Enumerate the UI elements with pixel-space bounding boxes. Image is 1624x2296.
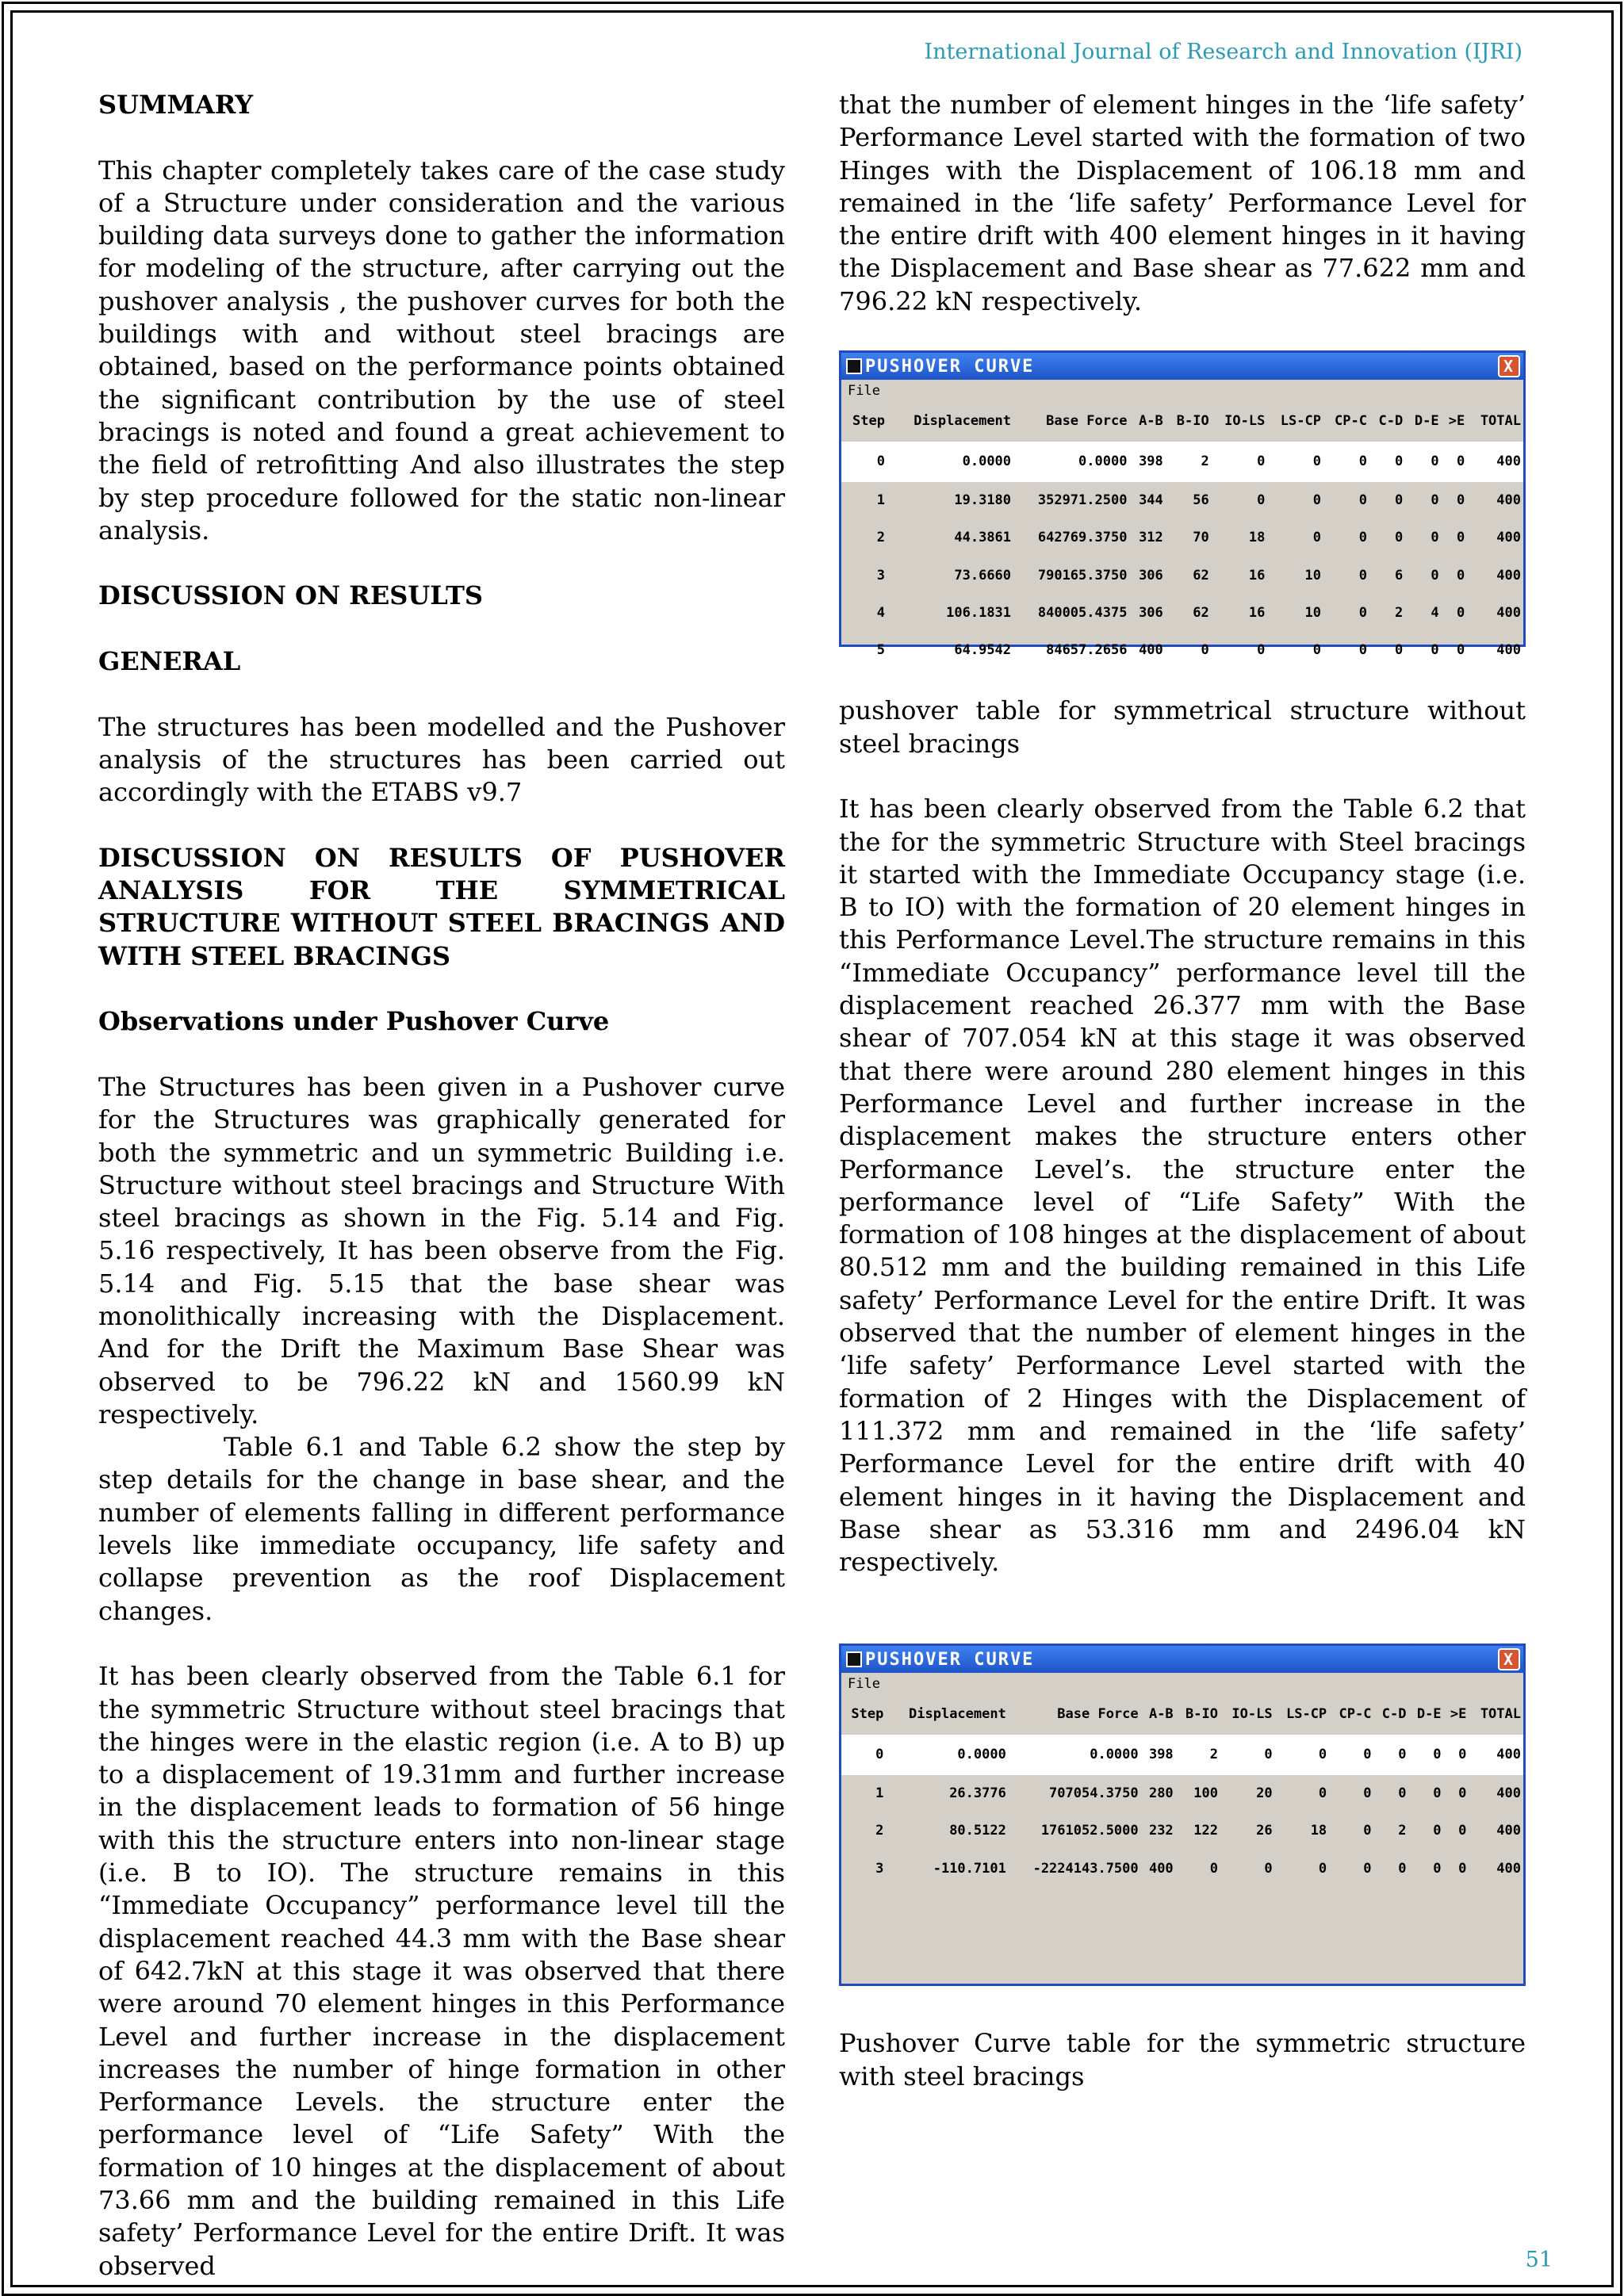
- table-row[interactable]: [841, 481, 1523, 519]
- table-cell: 400: [1496, 492, 1521, 508]
- table-cell: 0: [1318, 1785, 1327, 1801]
- table-cell: 2: [1166, 442, 1212, 481]
- table-cell: 0: [1358, 530, 1367, 546]
- table-cell: 0: [1358, 492, 1367, 508]
- column-header: IO-LS: [1231, 1706, 1273, 1723]
- table-cell: 70: [1193, 530, 1209, 546]
- table-cell: 0: [1457, 492, 1465, 508]
- table-cell: 10: [1304, 604, 1321, 621]
- table-cell: 0: [1329, 1735, 1373, 1774]
- table-cell: 232: [1148, 1823, 1174, 1839]
- column-header: B-IO: [1176, 413, 1209, 430]
- table-cell: 18: [1310, 1823, 1327, 1839]
- table-cell: 0.0000: [887, 442, 1013, 481]
- table-cell: 0: [1457, 604, 1465, 621]
- left-column: [98, 89, 785, 2283]
- table-cell: 1761052.5000: [1040, 1823, 1139, 1839]
- table-cell: 0.0000: [886, 1735, 1009, 1774]
- column-header: >E: [1448, 413, 1465, 430]
- table-6-2-paragraph: It has been clearly observed from the Table 6.2 that the for the symmetric Structure with Steel bracings it started with the Immediate Occupancy stage (i.e. B to IO) with the formation of 20 element hinges in this Performance Level.The structure remains in this “Immediate Occupancy” performance level till the displacement reached 26.377 mm with the Base shear of 707.054 kN at this stage it was observed that there were around 280 element hinges in this Performance Level and further increase in the displacement makes the structure enters other Performance Level’s. the structure enter the performance level of “Life Safety” With the formation of 108 hinges at the displacement of about 80.512 mm and the building remained in this Life safety’ Performance Level for the entire Drift. It was observed that the number of element hinges in the ‘life safety’ Performance Level started with the formation of 2 Hinges with the Displacement of 111.372 mm and remained in the ‘life safety’ Performance Level for the entire drift with 40 element hinges in it having the Displacement and Base shear as 53.316 mm and 2496.04 kN respectively.: [839, 794, 1526, 1578]
- table-cell: 0: [1312, 530, 1321, 546]
- table-cell: 0: [1395, 530, 1404, 546]
- table-cell: 400: [1148, 1860, 1174, 1877]
- table-cell: 2: [1398, 1823, 1407, 1839]
- table-cell: 0: [1458, 1823, 1467, 1839]
- menu-file[interactable]: File: [848, 382, 880, 399]
- table-cell: 122: [1193, 1823, 1218, 1839]
- app-icon: [846, 1651, 862, 1667]
- table-cell: 3: [875, 1860, 884, 1877]
- table-cell: 306: [1139, 604, 1163, 621]
- table-cell: 642769.3750: [1037, 530, 1128, 546]
- table-cell: 64.9542: [954, 642, 1012, 659]
- table-row[interactable]: [841, 1850, 1523, 1888]
- window-title: PUSHOVER CURVE: [865, 356, 1035, 377]
- table-cell: 56: [1193, 492, 1209, 508]
- app-icon: [846, 358, 862, 374]
- table-cell: 2: [1395, 604, 1404, 621]
- table-cell: 0: [1457, 530, 1465, 546]
- table-cell: 0: [1275, 1735, 1330, 1774]
- column-header: D-E: [1414, 413, 1439, 430]
- table-cell: 0: [1431, 567, 1439, 584]
- table-cell: 10: [1304, 567, 1321, 584]
- column-header: CP-C: [1339, 1706, 1372, 1723]
- summary-paragraph: This chapter completely takes care of the case study of a Structure under consideration and the various building data surveys done to gather the information for modeling of the structure, after carrying out the pushover analysis , the pushover curves for both the buildings with and without steel bracings are obtained, based on the performance points obtained the significant contribution by the use of steel bracings is noted and found a great achievement to the field of retrofitting And also illustrates the step by step procedure followed for the static non-linear analysis.: [98, 155, 785, 545]
- table-cell: 2: [876, 530, 885, 546]
- table-cell: 3: [876, 567, 885, 584]
- column-header: Displacement: [909, 1706, 1006, 1723]
- table-cell: 0: [841, 1735, 886, 1774]
- column-header: Base Force: [1057, 1706, 1139, 1723]
- table-cell: -110.7101: [933, 1860, 1006, 1877]
- table-cell: 18: [1248, 530, 1266, 546]
- table-cell: -2224143.7500: [1032, 1860, 1139, 1877]
- column-header: LS-CP: [1285, 1706, 1327, 1723]
- continuation-paragraph: that the number of element hinges in the ‘life safety’ Performance Level started with the formation of two Hinges with the Displacement of 106.18 mm and remained in the ‘life safety’ Performance Level for the entire drift with 400 element hinges in it having the Displacement and Base shear as 77.622 mm and 796.22 kN respectively.: [839, 90, 1526, 316]
- table-cell: 4: [1431, 604, 1439, 621]
- column-header: A-B: [1148, 1706, 1174, 1723]
- column-header: LS-CP: [1280, 413, 1321, 430]
- table-cell: 0: [1395, 642, 1404, 659]
- table-cell: 0: [1433, 1823, 1442, 1839]
- table-cell: 312: [1139, 530, 1163, 546]
- pushover-table-2: [841, 1695, 1523, 1887]
- table-cell: 0: [1318, 1860, 1327, 1877]
- table-cell: 0: [1257, 642, 1266, 659]
- table-row[interactable]: [841, 442, 1523, 481]
- column-header: CP-C: [1334, 413, 1367, 430]
- table-cell: 306: [1139, 567, 1163, 584]
- observations-paragraph-2: Table 6.1 and Table 6.2 show the step by step details for the change in base shear, and the number of elements falling in different performance levels like immediate occupancy, life safety and collapse prevention as the roof Displacement changes.: [98, 1432, 785, 1626]
- discussion-heading: DISCUSSION ON RESULTS: [98, 580, 484, 611]
- table-cell: 400: [1496, 604, 1521, 621]
- journal-header: International Journal of Research and Innovation (IJRI): [924, 40, 1522, 64]
- column-header: IO-LS: [1224, 413, 1266, 430]
- table-cell: 0: [1458, 1860, 1467, 1877]
- table-cell: 0: [1458, 1785, 1467, 1801]
- table-cell: 80.5122: [949, 1823, 1006, 1839]
- table-cell: 400: [1469, 1735, 1523, 1774]
- table-cell: 20: [1256, 1785, 1273, 1801]
- caption-table-1: pushover table for symmetrical structure without steel bracings: [839, 695, 1526, 759]
- table-cell: 0: [1369, 442, 1405, 481]
- table-cell: 0: [1209, 1860, 1218, 1877]
- table-cell: 400: [1496, 567, 1521, 584]
- table-cell: 790165.3750: [1037, 567, 1128, 584]
- summary-heading: SUMMARY: [98, 90, 254, 120]
- table-cell: 0: [1457, 567, 1465, 584]
- close-button[interactable]: X: [1498, 1648, 1520, 1670]
- close-button[interactable]: X: [1498, 355, 1520, 377]
- table-cell: 0: [841, 442, 887, 481]
- general-heading: GENERAL: [98, 646, 241, 677]
- table-cell: 400: [1467, 442, 1523, 481]
- table-cell: 1: [875, 1785, 884, 1801]
- table-cell: 0: [1358, 642, 1367, 659]
- pushover-table-1: [841, 402, 1523, 669]
- column-header: TOTAL: [1480, 413, 1521, 430]
- column-header: C-D: [1378, 413, 1404, 430]
- table-cell: 0: [1212, 442, 1268, 481]
- table-cell: 0: [1409, 1735, 1444, 1774]
- column-header: D-E: [1416, 1706, 1442, 1723]
- observations-heading: Observations under Pushover Curve: [98, 1006, 610, 1037]
- table-cell: 0: [1431, 642, 1439, 659]
- table-cell: 62: [1193, 604, 1209, 621]
- table-cell: 398: [1141, 1735, 1176, 1774]
- table-cell: 4: [876, 604, 885, 621]
- table-cell: 26: [1256, 1823, 1273, 1839]
- column-header: A-B: [1139, 413, 1163, 430]
- table-cell: 5: [876, 642, 885, 659]
- table-row[interactable]: [841, 1812, 1523, 1850]
- window-title: PUSHOVER CURVE: [865, 1649, 1035, 1670]
- table-row[interactable]: [841, 632, 1523, 669]
- table-cell: 352971.2500: [1037, 492, 1128, 508]
- column-header: >E: [1450, 1706, 1467, 1723]
- observations-paragraph-1: The Structures has been given in a Pushover curve for the Structures was graphically generated for both the symmetric and un symmetric Building i.e. Structure without steel bracings and Structure With steel bracings as shown in the Fig. 5.14 and Fig. 5.16 respectively, It has been observe from the Fig. 5.14 and Fig. 5.15 that the base shear was monolithically increasing with the Displacement. And for the Drift the Maximum Base Shear was observed to be 796.22 kN and 1560.99 kN respectively.: [98, 1071, 785, 1429]
- table-cell: 0: [1442, 442, 1468, 481]
- table-cell: 0: [1264, 1860, 1273, 1877]
- column-header: Step: [852, 413, 885, 430]
- table-cell: 0: [1431, 492, 1439, 508]
- column-header: TOTAL: [1480, 1706, 1521, 1723]
- table-cell: 73.6660: [954, 567, 1012, 584]
- table-cell: 0.0000: [1013, 442, 1129, 481]
- table-row[interactable]: [841, 557, 1523, 595]
- table-cell: 0: [1398, 1785, 1407, 1801]
- window-titlebar: [841, 1646, 1523, 1673]
- general-paragraph: The structures has been modelled and the Pushover analysis of the structures has been carried out accordingly with the ETABS v9.7: [98, 711, 785, 808]
- table-row[interactable]: [841, 519, 1523, 557]
- table-cell: 400: [1496, 1860, 1521, 1877]
- table-cell: 0.0000: [1009, 1735, 1141, 1774]
- column-header: Displacement: [914, 413, 1012, 430]
- table-cell: 0: [1363, 1785, 1372, 1801]
- right-column: [839, 89, 1526, 2126]
- table-cell: 0: [1312, 492, 1321, 508]
- table-cell: 44.3861: [954, 530, 1012, 546]
- table-cell: 0: [1220, 1735, 1275, 1774]
- table-cell: 840005.4375: [1037, 604, 1128, 621]
- table-cell: 16: [1248, 567, 1266, 584]
- table-cell: 707054.3750: [1049, 1785, 1139, 1801]
- table-cell: 280: [1148, 1785, 1174, 1801]
- table-row[interactable]: [841, 1774, 1523, 1812]
- column-header: Step: [851, 1706, 884, 1723]
- table-cell: 0: [1257, 492, 1266, 508]
- table-row[interactable]: [841, 595, 1523, 632]
- pushover-curve-window-1: [839, 350, 1526, 659]
- menu-file[interactable]: File: [848, 1675, 880, 1692]
- observations-paragraph-3: It has been clearly observed from the Table 6.1 for the symmetric Structure without steel bracings that the hinges were in the elastic region (i.e. A to B) up to a displacement of 19.31mm and further increase in the displacement leads to formation of 56 hinge with this the structure enters into non-linear stage (i.e. B to IO). The structure remains in this “Immediate Occupancy” performance level till the displacement reached 44.3 mm with the Base shear of 642.7kN at this stage it was observed that there were around 70 element hinges in this Performance Level and further increase in the displacement increases the number of hinge formation in other Performance Levels. the structure enter the performance level of “Life Safety” With the formation of 10 hinges at the displacement of about 73.66 mm and the building remained in this Life safety’ Performance Level for the entire Drift. It was observed: [98, 1661, 785, 2281]
- table-cell: 0: [1405, 442, 1441, 481]
- table-cell: 0: [1373, 1735, 1408, 1774]
- column-header: B-IO: [1185, 1706, 1218, 1723]
- table-cell: 0: [1363, 1860, 1372, 1877]
- table-cell: 0: [1358, 604, 1367, 621]
- table-cell: 0: [1201, 642, 1209, 659]
- table-cell: 100: [1193, 1785, 1218, 1801]
- table-cell: 400: [1496, 1823, 1521, 1839]
- table-cell: 0: [1457, 642, 1465, 659]
- pushover-curve-window-2: [839, 1644, 1526, 1986]
- table-cell: 2: [1176, 1735, 1220, 1774]
- pushover-discussion-heading: DISCUSSION ON RESULTS OF PUSHOVER ANALYSIS FOR THE SYMMETRICAL STRUCTURE WITHOUT STEEL BRACINGS AND WITH STEEL BRACINGS: [98, 842, 785, 971]
- table-cell: 0: [1363, 1823, 1372, 1839]
- table-cell: 62: [1193, 567, 1209, 584]
- table-cell: 0: [1398, 1860, 1407, 1877]
- table-row[interactable]: [841, 1735, 1523, 1774]
- table-cell: 400: [1139, 642, 1163, 659]
- column-header: C-D: [1381, 1706, 1407, 1723]
- table-header-row: [841, 402, 1523, 442]
- table-cell: 1: [876, 492, 885, 508]
- table-cell: 400: [1496, 1785, 1521, 1801]
- table-header-row: [841, 1695, 1523, 1735]
- table-cell: 398: [1129, 442, 1165, 481]
- table-cell: 2: [875, 1823, 884, 1839]
- column-header: Base Force: [1046, 413, 1128, 430]
- table-cell: 0: [1323, 442, 1369, 481]
- window-titlebar: [841, 353, 1523, 380]
- table-cell: 0: [1312, 642, 1321, 659]
- table-cell: 0: [1444, 1735, 1469, 1774]
- table-cell: 19.3180: [954, 492, 1012, 508]
- table-cell: 400: [1496, 530, 1521, 546]
- table-cell: 0: [1431, 530, 1439, 546]
- table-cell: 84657.2656: [1046, 642, 1128, 659]
- table-cell: 16: [1248, 604, 1266, 621]
- page-number: 51: [1525, 2248, 1553, 2272]
- table-cell: 0: [1433, 1860, 1442, 1877]
- table-cell: 6: [1395, 567, 1404, 584]
- table-cell: 0: [1433, 1785, 1442, 1801]
- table-cell: 0: [1358, 567, 1367, 584]
- table-cell: 0: [1267, 442, 1323, 481]
- table-cell: 400: [1496, 642, 1521, 659]
- table-cell: 0: [1395, 492, 1404, 508]
- table-cell: 344: [1139, 492, 1163, 508]
- caption-table-2: Pushover Curve table for the symmetric structure with steel bracings: [839, 2028, 1526, 2091]
- table-cell: 106.1831: [946, 604, 1012, 621]
- table-cell: 26.3776: [949, 1785, 1006, 1801]
